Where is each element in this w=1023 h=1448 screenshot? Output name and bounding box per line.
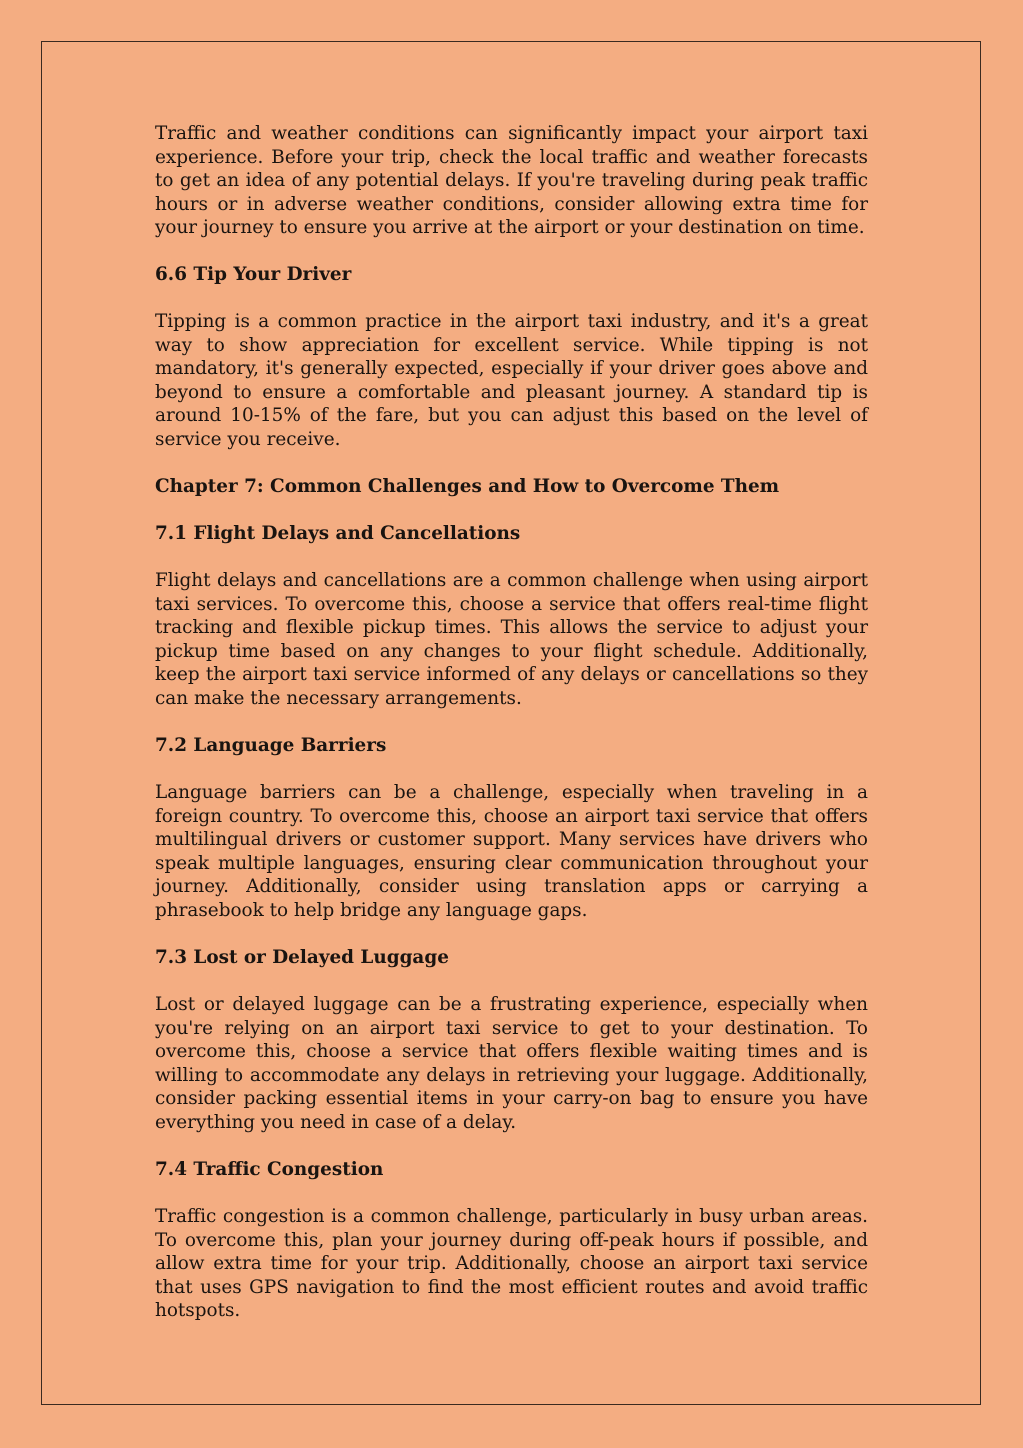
paragraph-tipping: Tipping is a common practice in the airport taxi industry, and it's a great way to show appreciation for excellent service. While tipping is not mandatory, it's generally expected, especially if your driver goes above and beyond to ensure a comfortable and pleasant journey. A standard tip is around 10-15% of the fare, but you can adjust this based on the level of service you receive. xyxy=(155,311,868,450)
paragraph-traffic-congestion: Traffic congestion is a common challenge, particularly in busy urban areas. To overcome this, plan your journey during off-peak hours if possible, and allow extra time for your trip. Additionally, choose an airport taxi service that uses GPS navigation to find the most efficient routes and avoid traffic hotspots. xyxy=(155,1206,868,1322)
heading-language-barriers: 7.2 Language Barriers xyxy=(155,735,387,757)
paragraph-flight-delays: Flight delays and cancellations are a common challenge when using airport taxi services. To overcome this, choose a service that offers real-time flight tracking and flexible pickup times. This allows the service to adjust your pickup time based on any changes to your flight schedule. Additionally, keep the airport taxi service informed of any delays or cancellations so they can make the necessary arrangements. xyxy=(155,570,868,709)
paragraph-language-barriers: Language barriers can be a challenge, especially when traveling in a foreign country. To overcome this, choose an airport taxi service that offers multilingual drivers or customer support. Many services have drivers who speak multiple languages, ensuring clear communication throughout your journey. Additionally, consider using translation apps or carrying a phrasebook to help bridge any language gaps. xyxy=(155,782,868,921)
paragraph-traffic-weather: Traffic and weather conditions can significantly impact your airport taxi experience. Before your trip, check the local traffic and weather forecasts to get an idea of any potential delays. If you're traveling during peak traffic hours or in adverse weather conditions, consider allowing extra time for your journey to ensure you arrive at the airport or your destination on time. xyxy=(155,123,868,238)
heading-traffic-congestion: 7.4 Traffic Congestion xyxy=(155,1158,384,1180)
paragraph-lost-luggage: Lost or delayed luggage can be a frustrating experience, especially when you're relying on an airport taxi service to get to your destination. To overcome this, choose a service that offers flexible waiting times and is willing to accommodate any delays in retrieving your luggage. Additionally, consider packing essential items in your carry-on bag to ensure you have everything you need in case of a delay. xyxy=(155,994,868,1133)
heading-lost-luggage: 7.3 Lost or Delayed Luggage xyxy=(155,947,449,968)
document-body xyxy=(155,122,868,1323)
heading-flight-delays: 7.1 Flight Delays and Cancellations xyxy=(155,523,521,545)
heading-tip-your-driver: 6.6 Tip Your Driver xyxy=(155,264,352,286)
heading-chapter-7: Chapter 7: Common Challenges and How to Overcome Them xyxy=(155,476,780,498)
